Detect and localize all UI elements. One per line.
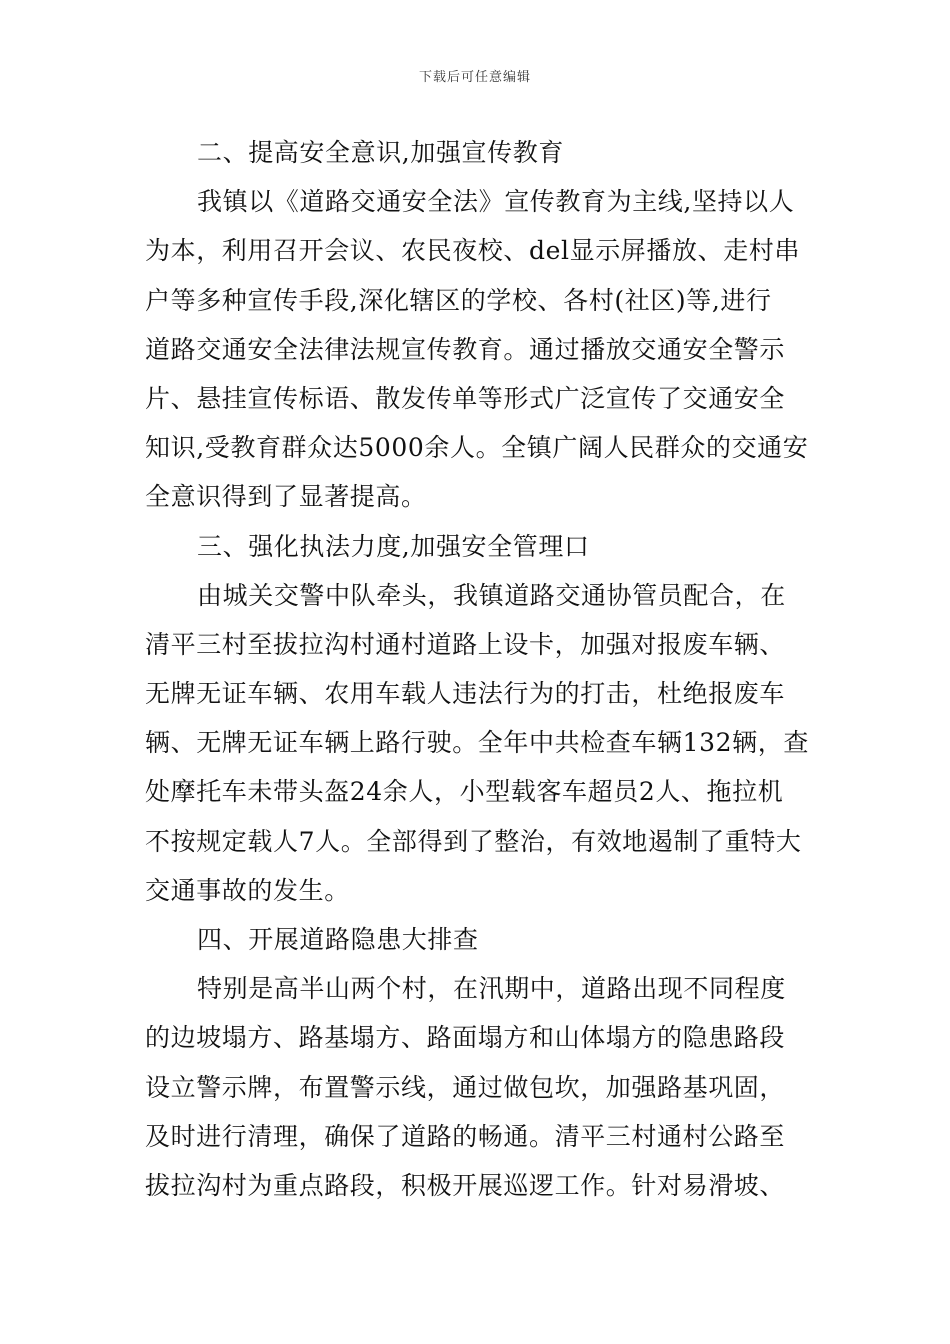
paragraph-start-line: 由城关交警中队牵头，我镇道路交通协管员配合，在: [197, 580, 786, 610]
paragraph-line: 为本，利用召开会议、农民夜校、del显示屏播放、走村串: [145, 236, 800, 266]
paragraph-line: 道路交通安全法律法规宣传教育。通过播放交通安全警示: [145, 334, 786, 364]
paragraph-line: 不按规定载人7人。全部得到了整治，有效地遏制了重特大: [145, 826, 802, 856]
paragraph-line: 设立警示牌，布置警示线，通过做包坎，加强路基巩固，: [145, 1072, 786, 1102]
paragraph-line: 及时进行清理，确保了道路的畅通。清平三村通村公路至: [145, 1121, 786, 1151]
paragraph-line: 的边坡塌方、路基塌方、路面塌方和山体塌方的隐患路段: [145, 1023, 786, 1053]
paragraph-line: 拔拉沟村为重点路段，积极开展巡逻工作。针对易滑坡、: [145, 1170, 786, 1200]
paragraph-line: 片、悬挂宣传标语、散发传单等形式广泛宣传了交通安全: [145, 383, 786, 413]
paragraph-start-line: 特别是高半山两个村，在汛期中，道路出现不同程度: [197, 974, 786, 1004]
paragraph-start-line: 我镇以《道路交通安全法》宣传教育为主线,坚持以人: [197, 187, 795, 217]
paragraph-start-line: 三、强化执法力度,加强安全管理口: [197, 531, 590, 561]
paragraph-start-line: 二、提高安全意识,加强宣传教育: [197, 138, 564, 167]
paragraph-line: 全意识得到了显著提高。: [145, 482, 427, 512]
paragraph-line: 辆、无牌无证车辆上路行驶。全年中共检查车辆132辆，查: [145, 728, 809, 758]
paragraph-start-line: 四、开展道路隐患大排查: [197, 925, 479, 954]
paragraph-line: 交通事故的发生。: [145, 875, 350, 905]
paragraph-line: 户等多种宣传手段,深化辖区的学校、各村(社区)等,进行: [145, 285, 772, 315]
paragraph-line: 处摩托车未带头盔24余人，小型载客车超员2人、拖拉机: [145, 777, 784, 807]
paragraph-line: 清平三村至拔拉沟村通村道路上设卡，加强对报废车辆、: [145, 629, 786, 659]
paragraph-line: 知识,受教育群众达5000余人。全镇广阔人民群众的交通安: [145, 433, 809, 463]
page-header: 下载后可任意编辑: [418, 70, 531, 85]
document-body: [145, 128, 809, 1210]
paragraph-line: 无牌无证车辆、农用车载人违法行为的打击，杜绝报废车: [145, 679, 786, 709]
